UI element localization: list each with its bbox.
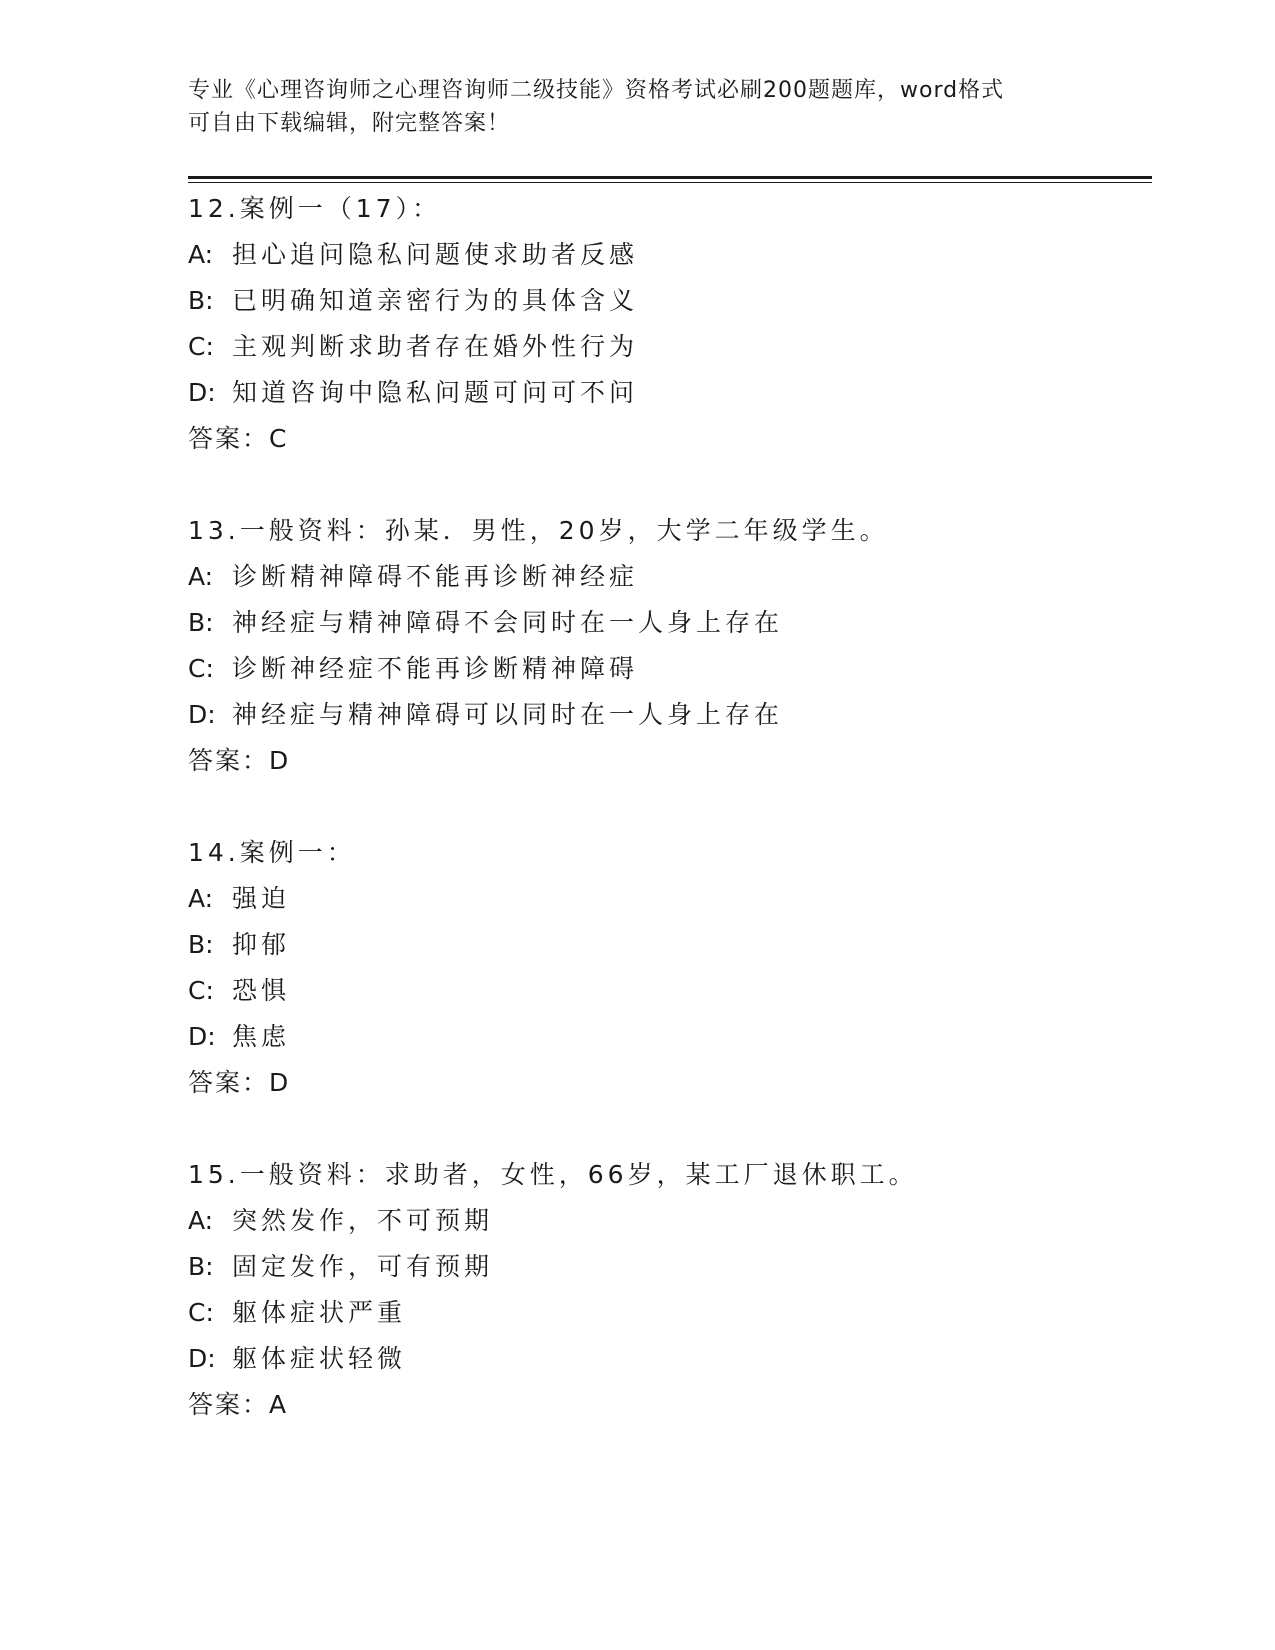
option-text: 抑郁 — [232, 930, 291, 959]
option-text: 神经症与精神障碍可以同时在一人身上存在 — [232, 700, 784, 729]
option-text: 固定发作，可有预期 — [232, 1252, 494, 1281]
option-c — [188, 1290, 1148, 1336]
option-b — [188, 922, 1148, 968]
option-text: 焦虑 — [232, 1022, 291, 1051]
option-c — [188, 324, 1148, 370]
option-d — [188, 692, 1148, 738]
option-letter: A: — [188, 884, 214, 913]
option-text: 主观判断求助者存在婚外性行为 — [232, 332, 639, 361]
option-b — [188, 278, 1148, 324]
option-c — [188, 968, 1148, 1014]
answer-line: 答案：D — [188, 1068, 291, 1097]
option-text: 躯体症状严重 — [232, 1298, 407, 1327]
option-letter: D: — [188, 1022, 216, 1051]
option-letter: A: — [188, 562, 214, 591]
question-stem: 13.一般资料：孙某．男性，20岁，大学二年级学生。 — [188, 516, 889, 545]
header-divider-thick — [188, 176, 1152, 179]
option-a — [188, 876, 1148, 922]
option-text: 已明确知道亲密行为的具体含义 — [232, 286, 639, 315]
option-text: 恐惧 — [232, 976, 291, 1005]
answer-line: 答案：D — [188, 746, 291, 775]
option-a — [188, 1198, 1148, 1244]
option-text: 躯体症状轻微 — [232, 1344, 407, 1373]
question-12 — [188, 186, 1148, 462]
document-header — [188, 74, 1088, 140]
header-line-1: 专业《心理咨询师之心理咨询师二级技能》资格考试必刷200题题库，word格式 — [188, 78, 1005, 103]
answer-line: 答案：A — [188, 1390, 289, 1419]
option-text: 神经症与精神障碍不会同时在一人身上存在 — [232, 608, 784, 637]
question-14 — [188, 830, 1148, 1106]
option-letter: B: — [188, 286, 214, 315]
option-d — [188, 370, 1148, 416]
option-c — [188, 646, 1148, 692]
option-letter: D: — [188, 378, 216, 407]
option-text: 担心追问隐私问题使求助者反感 — [232, 240, 639, 269]
option-b — [188, 1244, 1148, 1290]
header-line-2: 可自由下载编辑，附完整答案！ — [188, 111, 511, 136]
option-letter: A: — [188, 240, 214, 269]
option-text: 突然发作，不可预期 — [232, 1206, 494, 1235]
option-text: 强迫 — [232, 884, 291, 913]
question-stem: 12.案例一（17）： — [188, 194, 442, 223]
option-a — [188, 554, 1148, 600]
option-letter: C: — [188, 332, 214, 361]
option-letter: D: — [188, 700, 216, 729]
option-letter: A: — [188, 1206, 214, 1235]
option-letter: C: — [188, 976, 214, 1005]
question-list — [188, 186, 1148, 1474]
option-text: 诊断精神障碍不能再诊断神经症 — [232, 562, 639, 591]
option-letter: C: — [188, 654, 214, 683]
option-b — [188, 600, 1148, 646]
question-15 — [188, 1152, 1148, 1428]
question-stem: 14.案例一： — [188, 838, 356, 867]
question-stem: 15.一般资料：求助者，女性，66岁，某工厂退休职工。 — [188, 1160, 918, 1189]
answer-line: 答案：C — [188, 424, 289, 453]
option-letter: D: — [188, 1344, 216, 1373]
option-letter: C: — [188, 1298, 214, 1327]
question-13 — [188, 508, 1148, 784]
header-divider-thin — [188, 182, 1152, 183]
option-text: 知道咨询中隐私问题可问可不问 — [232, 378, 639, 407]
option-d — [188, 1336, 1148, 1382]
option-a — [188, 232, 1148, 278]
option-letter: B: — [188, 930, 214, 959]
option-d — [188, 1014, 1148, 1060]
option-letter: B: — [188, 1252, 214, 1281]
option-text: 诊断神经症不能再诊断精神障碍 — [232, 654, 639, 683]
option-letter: B: — [188, 608, 214, 637]
